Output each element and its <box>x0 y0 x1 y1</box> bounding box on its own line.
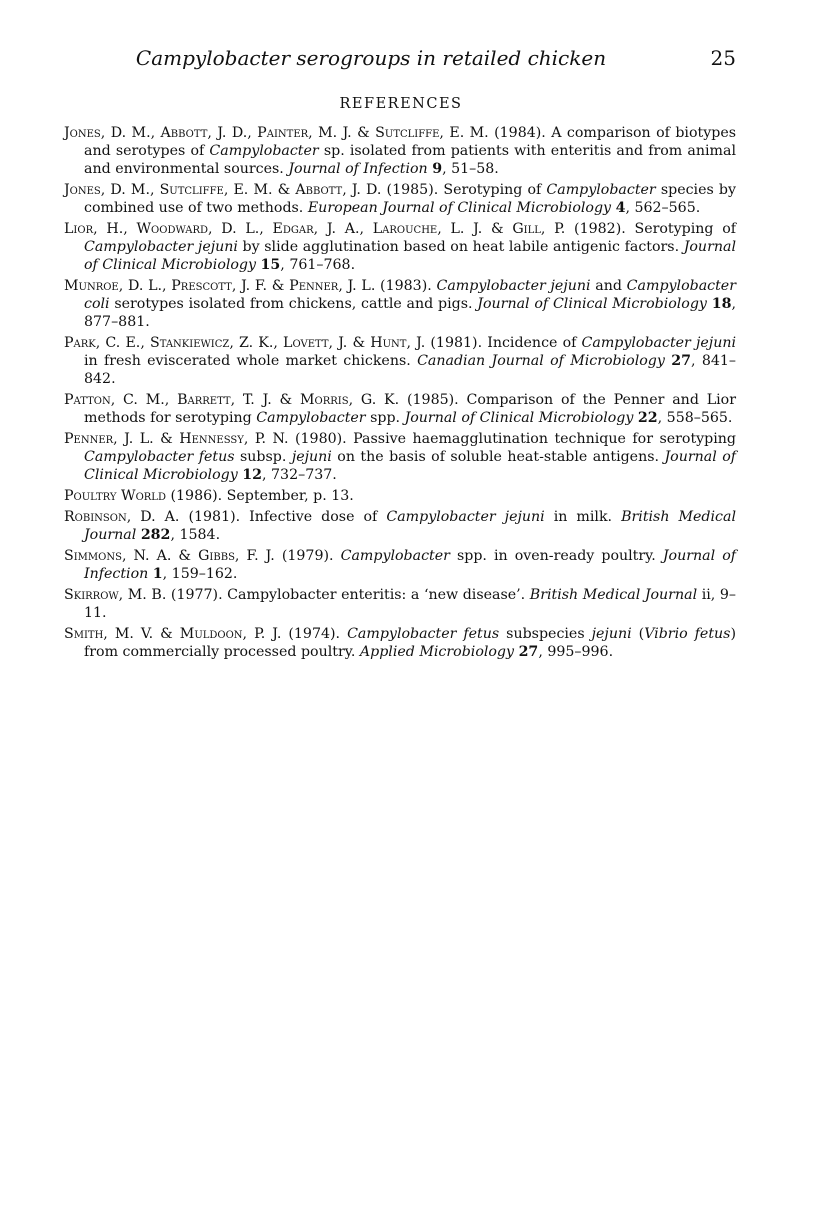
italic-text: Campylobacter fetus <box>84 449 235 465</box>
reference-entry <box>64 181 736 217</box>
reference-authors: Smith, M. V. & Muldoon, P. J. <box>64 626 282 642</box>
section-title: REFERENCES <box>339 96 463 112</box>
volume-number: 27 <box>671 353 691 369</box>
volume-number: 4 <box>615 200 626 216</box>
reference-authors: Robinson, D. A. <box>64 509 180 525</box>
reference-text: (1980). Passive haemagglutination technique for serotyping <box>288 431 737 447</box>
volume-number: 282 <box>140 527 171 543</box>
reference-text: subspecies <box>499 626 592 642</box>
reference-text: (1977). Campylobacter enteritis: a ‘new disease’. <box>166 587 530 603</box>
reference-entry <box>64 391 736 427</box>
reference-entry <box>64 334 736 388</box>
italic-text: Campylobacter <box>340 548 450 564</box>
reference-text: , 877–881. <box>84 296 737 330</box>
reference-text: subsp. <box>234 449 292 465</box>
reference-text: by slide agglutination based on heat labile antigenic factors. <box>237 239 684 255</box>
reference-entry <box>64 277 736 331</box>
italic-text: Campylobacter coli <box>84 278 736 312</box>
reference-text: and <box>590 278 627 294</box>
reference-text: species by combined use of two methods. <box>84 182 736 216</box>
reference-authors: Patton, C. M., Barrett, T. J. & Morris, G. K. <box>64 392 400 408</box>
reference-text: sp. isolated from patients with enteritis and from animal and environmental sources. <box>84 143 736 177</box>
volume-number: 1 <box>152 566 163 582</box>
italic-text: Vibrio fetus <box>644 626 731 642</box>
reference-text: ( <box>631 626 645 642</box>
reference-text: (1985). Comparison of the Penner and Lior methods for serotyping <box>84 392 737 426</box>
volume-number: 22 <box>637 410 658 426</box>
italic-text: jejuni <box>591 626 632 642</box>
reference-text: (1986). September, p. 13. <box>165 488 354 504</box>
volume-number: 18 <box>711 296 732 312</box>
reference-authors: Park, C. E., Stankiewicz, Z. K., Lovett, J. & Hunt, J. <box>64 335 426 351</box>
reference-text: serotypes isolated from chickens, cattle and pigs. <box>109 296 478 312</box>
reference-text: , 1584. <box>170 527 221 543</box>
italic-text: British Medical Journal <box>529 587 698 603</box>
reference-text: , 159–162. <box>162 566 238 582</box>
italic-text: European Journal of Clinical Microbiology <box>307 200 612 216</box>
italic-text: Campylobacter <box>209 143 319 159</box>
reference-authors: Skirrow, M. B. <box>64 587 167 603</box>
reference-text: (1974). <box>281 626 348 642</box>
reference-text: , 841–842. <box>84 353 736 387</box>
italic-text: Canadian Journal of Microbiology <box>417 353 665 369</box>
reference-text: ii, 9–11. <box>84 587 736 621</box>
reference-text: , 51–58. <box>442 161 499 177</box>
reference-entry <box>64 487 736 505</box>
volume-number: 15 <box>260 257 281 273</box>
reference-authors: Jones, D. M., Abbott, J. D., Painter, M. J. & Sutcliffe, E. M. <box>64 125 489 141</box>
reference-text: (1984). A comparison of biotypes and serotypes of <box>84 125 736 159</box>
reference-entry <box>64 547 736 583</box>
italic-text: Campylobacter <box>256 410 366 426</box>
reference-text: (1983). <box>375 278 437 294</box>
italic-text: Journal of Clinical Microbiology <box>84 449 736 483</box>
italic-text: Journal of Clinical Microbiology <box>84 239 736 273</box>
reference-authors: Lior, H., Woodward, D. L., Edgar, J. A., Larouche, L. J. & Gill, P. <box>64 221 566 237</box>
reference-entry <box>64 430 736 484</box>
italic-text: Campylobacter jejuni <box>84 239 238 255</box>
reference-entry <box>64 220 736 274</box>
reference-list <box>64 124 736 664</box>
volume-number: 27 <box>518 644 539 660</box>
reference-authors: Poultry World <box>64 488 166 504</box>
italic-text: Journal of Infection <box>288 161 428 177</box>
reference-entry <box>64 625 736 661</box>
italic-text: British Medical Journal <box>84 509 736 543</box>
italic-text: jejuni <box>291 449 332 465</box>
reference-entry <box>64 508 736 544</box>
reference-text: (1985). Serotyping of <box>381 182 547 198</box>
italic-text: Journal of Clinical Microbiology <box>404 410 634 426</box>
reference-text: , 558–565. <box>657 410 733 426</box>
page-number: 25 <box>710 46 736 70</box>
reference-text: spp. <box>365 410 405 426</box>
reference-authors: Jones, D. M., Sutcliffe, E. M. & Abbott, J. D. <box>64 182 382 198</box>
reference-text: , 732–737. <box>262 467 337 483</box>
italic-text: Campylobacter jejuni <box>386 509 545 525</box>
reference-text: spp. in oven-ready poultry. <box>449 548 663 564</box>
italic-text: Applied Microbiology <box>359 644 515 660</box>
italic-text: Campylobacter jejuni <box>436 278 591 294</box>
italic-text: Campylobacter jejuni <box>581 335 737 351</box>
reference-text: in milk. <box>544 509 622 525</box>
reference-text: (1979). <box>274 548 341 564</box>
reference-entry <box>64 124 736 178</box>
volume-number: 9 <box>432 161 443 177</box>
reference-text: , 562–565. <box>625 200 701 216</box>
reference-authors: Munroe, D. L., Prescott, J. F. & Penner, J. L. <box>64 278 376 294</box>
reference-text: ) from commercially processed poultry. <box>84 626 736 660</box>
reference-text: on the basis of soluble heat-stable antigens. <box>331 449 665 465</box>
reference-text: (1981). Infective dose of <box>179 509 387 525</box>
italic-text: Campylobacter <box>546 182 656 198</box>
volume-number: 12 <box>242 467 262 483</box>
reference-entry <box>64 586 736 622</box>
reference-text: , 761–768. <box>280 257 356 273</box>
reference-text: , 995–996. <box>538 644 614 660</box>
reference-authors: Penner, J. L. & Hennessy, P. N. <box>64 431 289 447</box>
running-title: Campylobacter serogroups in retailed chicken <box>135 46 607 70</box>
reference-authors: Simmons, N. A. & Gibbs, F. J. <box>64 548 275 564</box>
reference-text: (1982). Serotyping of <box>565 221 736 237</box>
italic-text: Journal of Clinical Microbiology <box>477 296 707 312</box>
reference-text: in fresh eviscerated whole market chickens. <box>84 353 418 369</box>
running-head <box>66 46 736 78</box>
italic-text: Journal of Infection <box>84 548 736 582</box>
reference-text: (1981). Incidence of <box>425 335 582 351</box>
italic-text: Campylobacter fetus <box>347 626 500 642</box>
